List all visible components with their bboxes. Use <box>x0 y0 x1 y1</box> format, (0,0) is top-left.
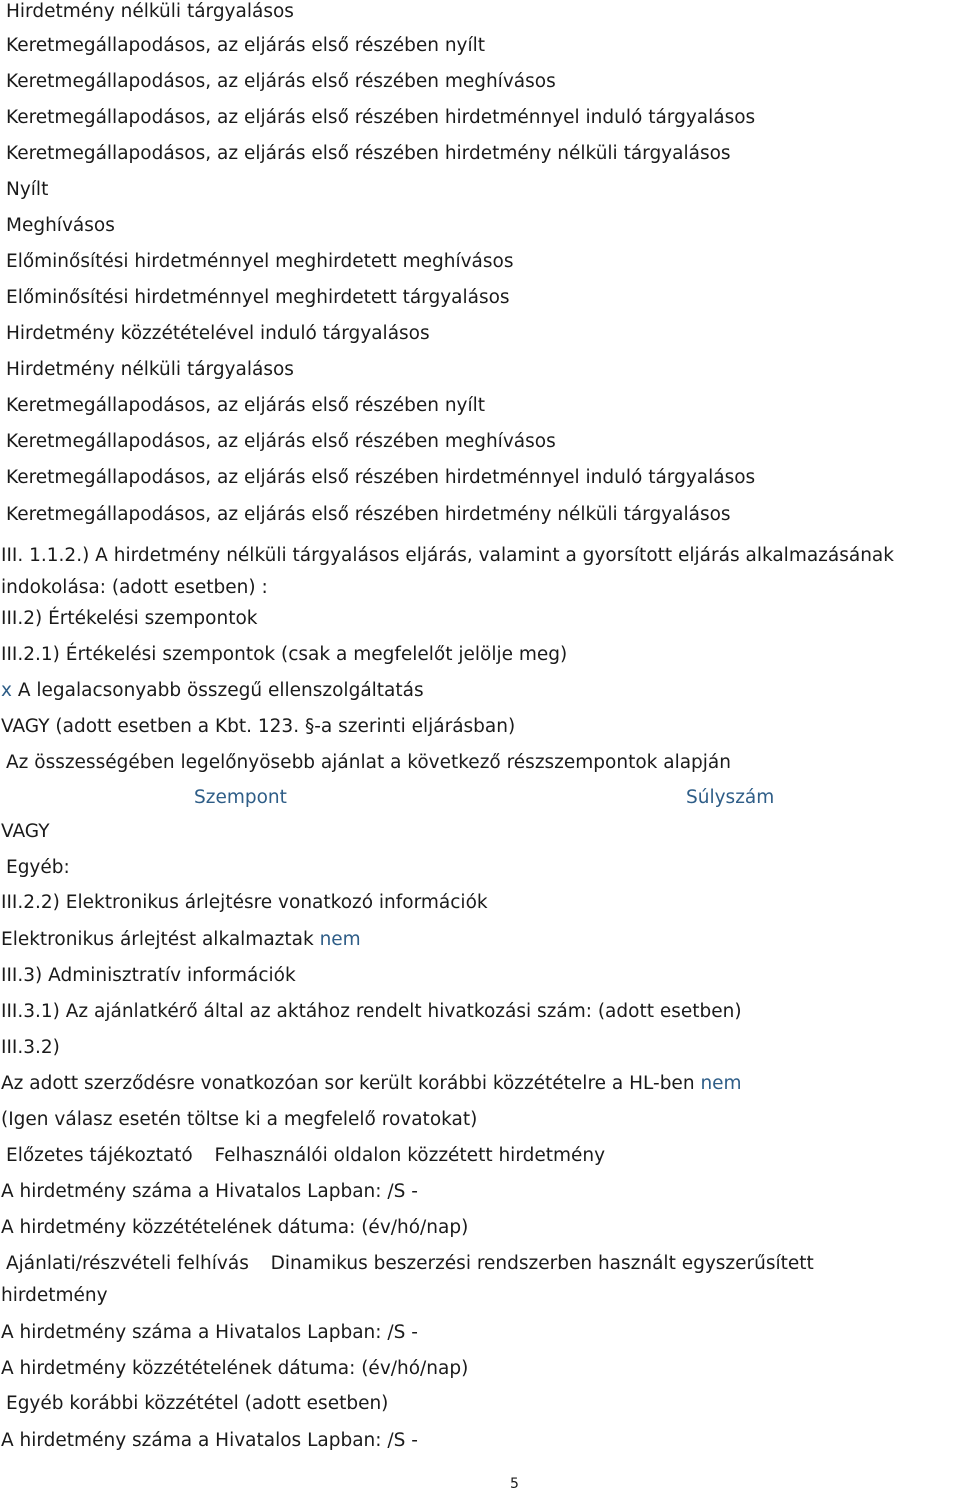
prev-publication-value: nem <box>700 1073 742 1094</box>
eauction-label: Elektronikus árlejtést alkalmaztak <box>1 929 314 950</box>
section-3-2-heading: III.2) Értékelési szempontok <box>1 608 258 629</box>
notice-date-line: A hirdetmény közzétételének dátuma: (év/hó/nap) <box>1 1358 469 1379</box>
prev-publication-label: Az adott szerződésre vonatkozóan sor került korábbi közzétételre a HL-ben <box>1 1073 695 1094</box>
eauction-value: nem <box>319 929 361 950</box>
procedure-line: Keretmegállapodásos, az eljárás első részében hirdetménnyel induló tárgyalásos <box>6 467 756 488</box>
procedure-line: Keretmegállapodásos, az eljárás első részében hirdetmény nélküli tárgyalásos <box>6 143 731 164</box>
section-3-2-1-heading: III.2.1) Értékelési szempontok (csak a megfelelőt jelölje meg) <box>1 644 568 665</box>
procedure-line: Nyílt <box>6 179 49 200</box>
section-3-2-2-heading: III.2.2) Elektronikus árlejtésre vonatkozó információk <box>1 892 488 913</box>
notice-number-line: A hirdetmény száma a Hivatalos Lapban: /S - <box>1 1181 418 1202</box>
procedure-line: Keretmegállapodásos, az eljárás első részében nyílt <box>6 395 486 416</box>
vagy-kbt-text: VAGY (adott esetben a Kbt. 123. §-a szerinti eljárásban) <box>1 716 516 737</box>
procedure-line: Meghívásos <box>6 215 115 236</box>
procedure-line: Keretmegállapodásos, az eljárás első részében hirdetmény nélküli tárgyalásos <box>6 504 731 525</box>
procedure-line: Keretmegállapodásos, az eljárás első részében nyílt <box>6 35 486 56</box>
procedure-line: Előminősítési hirdetménnyel meghirdetett meghívásos <box>6 251 514 272</box>
prev-publication-row <box>1 1072 742 1096</box>
selected-mark: x <box>1 680 12 701</box>
lowest-price-row <box>1 679 424 703</box>
prior-info-row <box>6 1144 605 1168</box>
buyer-profile-option: Felhasználói oldalon közzétett hirdetmény <box>214 1145 606 1166</box>
procedure-line: Keretmegállapodásos, az eljárás első részében meghívásos <box>6 431 556 452</box>
vagy-label: VAGY <box>1 821 50 842</box>
column-header-sulyszam: Súlyszám <box>686 787 775 808</box>
call-for-tender-option: Ajánlati/részvételi felhívás <box>6 1253 249 1274</box>
dps-notice-continuation: hirdetmény <box>1 1285 108 1306</box>
column-header-szempont: Szempont <box>194 787 287 808</box>
section-3-3-2-heading: III.3.2) <box>1 1037 60 1058</box>
procedure-line: Keretmegállapodásos, az eljárás első részében meghívásos <box>6 71 556 92</box>
section-3-3-heading: III.3) Adminisztratív információk <box>1 965 296 986</box>
notice-date-line: A hirdetmény közzétételének dátuma: (év/hó/nap) <box>1 1217 469 1238</box>
dps-notice-option: Dinamikus beszerzési rendszerben használt egyszerűsített <box>270 1253 814 1274</box>
procedure-line: Keretmegállapodásos, az eljárás első részében hirdetménnyel induló tárgyalásos <box>6 107 756 128</box>
procedure-line: Hirdetmény nélküli tárgyalásos <box>6 1 294 22</box>
notice-number-line: A hirdetmény száma a Hivatalos Lapban: /S - <box>1 1430 418 1451</box>
eauction-row <box>1 928 361 952</box>
prior-info-option: Előzetes tájékoztató <box>6 1145 193 1166</box>
procedure-line: Előminősítési hirdetménnyel meghirdetett tárgyalásos <box>6 287 510 308</box>
procedure-line: Hirdetmény közzétételével induló tárgyalásos <box>6 323 430 344</box>
lowest-price-label: A legalacsonyabb összegű ellenszolgáltatás <box>17 680 424 701</box>
egyeb-label: Egyéb: <box>6 857 70 878</box>
notice-number-line: A hirdetmény száma a Hivatalos Lapban: /S - <box>1 1322 418 1343</box>
other-prev-publication: Egyéb korábbi közzététel (adott esetben) <box>6 1393 389 1414</box>
if-yes-note: (Igen válasz esetén töltse ki a megfelelő rovatokat) <box>1 1109 478 1130</box>
section-3-1-1-2-text: III. 1.1.2.) A hirdetmény nélküli tárgyalásos eljárás, valamint a gyorsított eljárás alkalmazásának indokolása: (adott esetben) : <box>1 545 894 598</box>
section-3-3-1-text: III.3.1) Az ajánlatkérő által az aktához rendelt hivatkozási szám: (adott esetben) <box>1 1001 742 1022</box>
call-for-tender-row <box>6 1252 814 1276</box>
best-offer-text: Az összességében legelőnyösebb ajánlat a következő részszempontok alapján <box>6 752 731 773</box>
procedure-line: Hirdetmény nélküli tárgyalásos <box>6 359 294 380</box>
page-number: 5 <box>510 1476 519 1492</box>
